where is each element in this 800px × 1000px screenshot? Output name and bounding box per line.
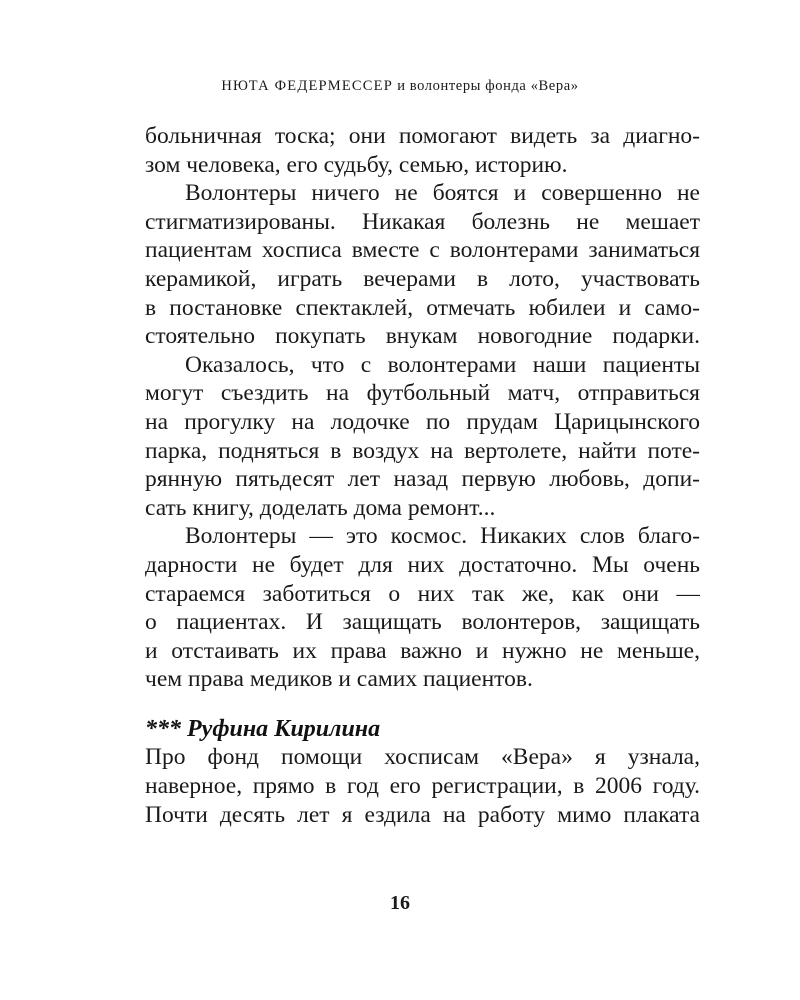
header-subtitle: и волонтеры фонда «Вера»	[397, 78, 579, 94]
body-text	[145, 122, 700, 829]
page-number: 16	[390, 892, 410, 914]
text-line: на прогулку на лодочке по прудам Царицынского	[145, 408, 700, 435]
text-line: и отстаивать их права важно и нужно не меньше,	[145, 637, 700, 664]
paragraph	[145, 179, 700, 351]
text-line: в постановке спектаклей, отмечать юбилеи и само-	[145, 294, 700, 321]
text-line: Почти десять лет я ездила на работу мимо плаката	[145, 801, 700, 828]
text-line: зом человека, его судьбу, семью, историю.	[145, 151, 568, 178]
text-line: Про фонд помощи хосписам «Вера» я узнала,	[145, 744, 700, 771]
paragraph	[145, 522, 700, 694]
text-line: о пациентах. И защищать волонтеров, защищать	[145, 609, 700, 636]
text-line: стараемся заботиться о них так же, как они —	[145, 580, 700, 607]
header-author: НЮТА ФЕДЕРМЕССЕР	[221, 78, 393, 94]
text-line: Волонтеры — это космос. Никаких слов благо-	[185, 523, 700, 550]
paragraph	[145, 351, 700, 523]
paragraph	[145, 743, 700, 829]
text-line: наверное, прямо в год его регистрации, в 2006 году.	[145, 773, 700, 800]
text-line: чем права медиков и самих пациентов.	[145, 666, 533, 693]
text-line: парка, подняться в воздух на вертолете, найти поте-	[145, 437, 700, 464]
text-line: дарности не будет для них достаточно. Мы очень	[145, 551, 700, 578]
text-line: пациентам хосписа вместе с волонтерами заниматься	[145, 237, 700, 264]
running-header	[0, 78, 800, 95]
text-line: Оказалось, что с волонтерами наши пациенты	[185, 351, 700, 378]
section-heading: *** Руфина Кирилина	[145, 715, 381, 742]
paragraph	[145, 122, 700, 179]
text-line: стигматизированы. Никакая болезнь не мешает	[145, 208, 700, 235]
text-line: Волонтеры ничего не боятся и совершенно не	[185, 180, 700, 207]
text-line: больничная тоска; они помогают видеть за диагно-	[145, 123, 700, 149]
text-line: могут съездить на футбольный матч, отправиться	[145, 380, 700, 407]
text-line: рянную пятьдесят лет назад первую любовь, допи-	[145, 466, 700, 493]
text-line: керамикой, играть вечерами в лото, участвовать	[145, 265, 700, 292]
text-line: сать книгу, доделать дома ремонт...	[145, 494, 496, 521]
text-line: стоятельно покупать внукам новогодние подарки.	[145, 323, 700, 350]
